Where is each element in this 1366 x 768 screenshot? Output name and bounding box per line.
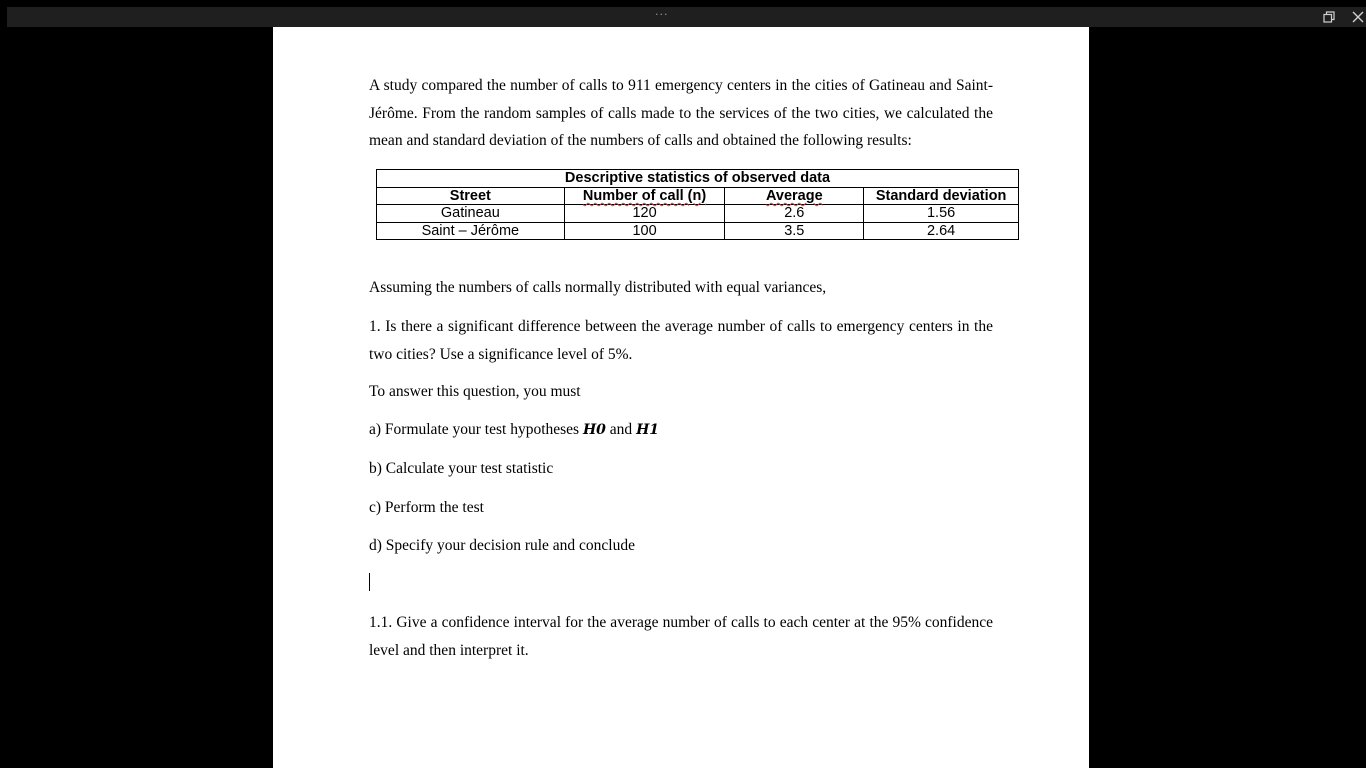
intro-paragraph: A study compared the number of calls to 911 emergency centers in the cities of Gatineau and Saint-Jérôme. From the random samples of calls made to the services of the two cities, we calculated the mean and standard deviation of the numbers of calls and obtained the following results: — [369, 77, 993, 149]
document-page[interactable] — [273, 27, 1089, 768]
step-a-and: and — [609, 421, 633, 438]
step-b: b) Calculate your test statistic — [369, 460, 554, 477]
close-icon[interactable] — [1351, 10, 1365, 24]
instruction-line: To answer this question, you must — [369, 383, 581, 400]
step-a — [369, 416, 993, 445]
h1-symbol: H1 — [636, 422, 660, 438]
step-c: c) Perform the test — [369, 499, 484, 516]
cell-std: 2.64 — [864, 222, 1019, 240]
table-title: Descriptive statistics of observed data — [377, 170, 1019, 188]
restore-icon[interactable] — [1323, 11, 1335, 23]
header-number-of-calls: Number of call (n) — [564, 187, 725, 205]
cell-street: Saint – Jérôme — [377, 222, 565, 240]
step-a-text: a) Formulate your test hypotheses — [369, 421, 580, 438]
window-titlebar — [7, 7, 1366, 27]
question-1-1: 1.1. Give a confidence interval for the average number of calls to each center at the 95% confidence level and then interpret it. — [369, 614, 993, 659]
cell-std: 1.56 — [864, 205, 1019, 223]
menu-dots-icon[interactable]: ··· — [655, 8, 669, 21]
cell-number: 100 — [564, 222, 725, 240]
header-street: Street — [377, 187, 565, 205]
cell-number: 120 — [564, 205, 725, 223]
table-header-row — [377, 187, 1019, 205]
step-d: d) Specify your decision rule and conclude — [369, 537, 635, 554]
header-standard-deviation: Standard deviation — [864, 187, 1019, 205]
question-1: 1. Is there a significant difference between the average number of calls to emergency centers in the two cities? Use a significance level of 5%. — [369, 318, 993, 363]
descriptive-statistics-table — [376, 169, 1019, 240]
header-average: Average — [725, 187, 864, 205]
h0-symbol: H0 — [582, 422, 606, 438]
table-row — [377, 205, 1019, 223]
cell-average: 2.6 — [725, 205, 864, 223]
cell-street: Gatineau — [377, 205, 565, 223]
cell-average: 3.5 — [725, 222, 864, 240]
assumption-paragraph: Assuming the numbers of calls normally distributed with equal variances, — [369, 279, 827, 296]
text-cursor — [369, 573, 370, 591]
table-row — [377, 222, 1019, 240]
